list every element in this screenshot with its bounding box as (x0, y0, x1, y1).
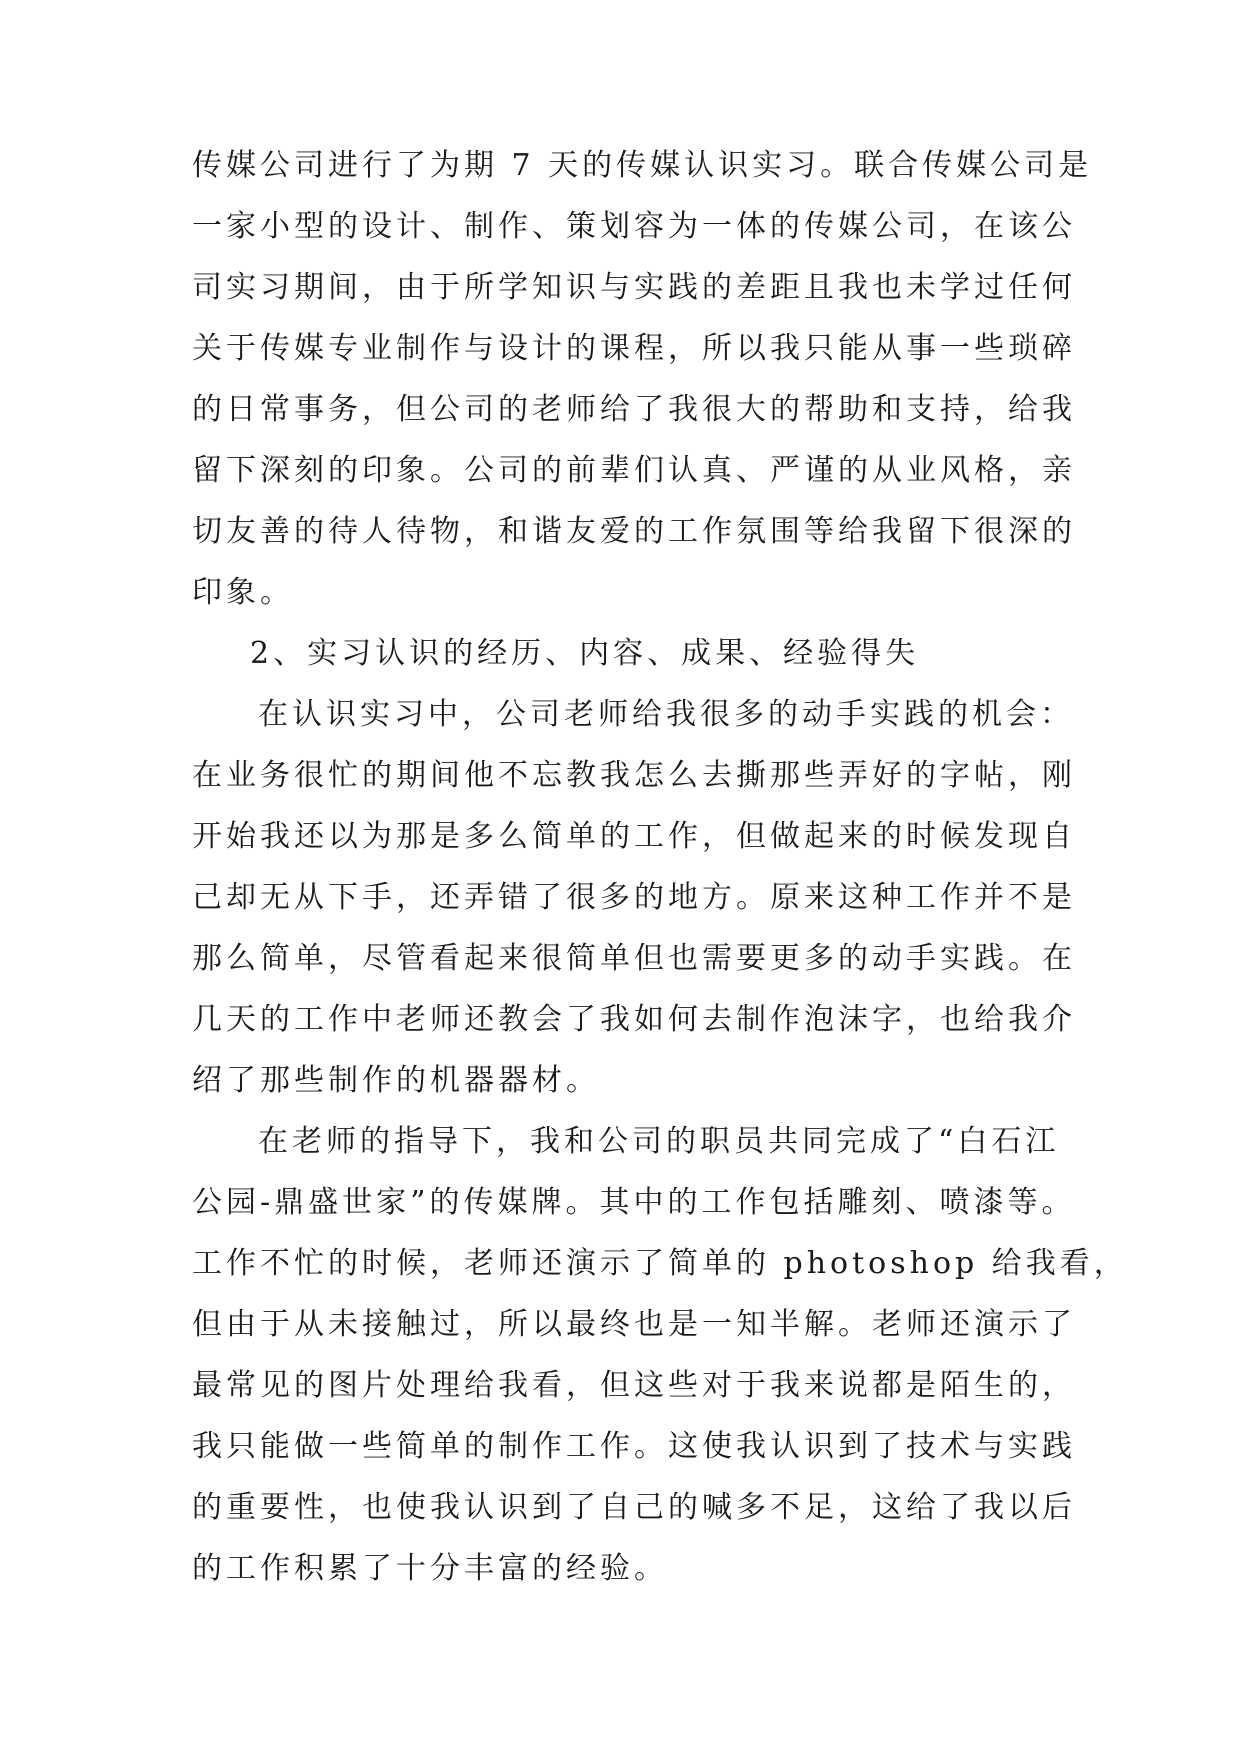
paragraph-line: 的重要性，也使我认识到了自己的喊多不足，这给了我以后 (192, 1490, 1076, 1525)
paragraph-line: 开始我还以为那是多么简单的工作，但做起来的时候发现自 (192, 819, 1076, 854)
paragraph-line: 那么简单，尽管看起来很简单但也需要更多的动手实践。在 (192, 941, 1076, 976)
paragraph-line: 印象。 (192, 575, 294, 610)
paragraph-line: 我只能做一些简单的制作工作。这使我认识到了技术与实践 (192, 1429, 1076, 1464)
paragraph-line: 工作不忙的时候，老师还演示了简单的 photoshop 给我看， (192, 1246, 1128, 1281)
paragraph-line: 绍了那些制作的机器器材。 (192, 1063, 600, 1098)
paragraph-line: 在认识实习中，公司老师给我很多的动手实践的机会： (258, 697, 1074, 732)
paragraph-line: 留下深刻的印象。公司的前辈们认真、严谨的从业风格，亲 (192, 453, 1076, 488)
paragraph-line: 一家小型的设计、制作、策划容为一体的传媒公司，在该公 (192, 209, 1076, 244)
paragraph-line: 几天的工作中老师还教会了我如何去制作泡沫字，也给我介 (192, 1002, 1076, 1037)
paragraph-line: 关于传媒专业制作与设计的课程，所以我只能从事一些琐碎 (192, 331, 1076, 366)
paragraph-line: 切友善的待人待物，和谐友爱的工作氛围等给我留下很深的 (192, 514, 1076, 549)
paragraph-line: 的日常事务，但公司的老师给了我很大的帮助和支持，给我 (192, 392, 1076, 427)
section-heading: 2、实习认识的经历、内容、成果、经验得失 (250, 636, 920, 671)
paragraph-line: 在老师的指导下，我和公司的职员共同完成了“白石江 (258, 1124, 1060, 1159)
paragraph-line: 己却无从下手，还弄错了很多的地方。原来这种工作并不是 (192, 880, 1076, 915)
paragraph-line: 最常见的图片处理给我看，但这些对于我来说都是陌生的， (192, 1368, 1076, 1403)
paragraph-line: 司实习期间，由于所学知识与实践的差距且我也未学过任何 (192, 270, 1076, 305)
paragraph-line: 传媒公司进行了为期 7 天的传媒认识实习。联合传媒公司是 (192, 148, 1093, 183)
paragraph-line: 在业务很忙的期间他不忘教我怎么去撕那些弄好的字帖，刚 (192, 758, 1076, 793)
paragraph-line: 但由于从未接触过，所以最终也是一知半解。老师还演示了 (192, 1307, 1076, 1342)
paragraph-line: 公园-鼎盛世家”的传媒牌。其中的工作包括雕刻、喷漆等。 (192, 1185, 1076, 1220)
paragraph-line: 的工作积累了十分丰富的经验。 (192, 1551, 668, 1586)
